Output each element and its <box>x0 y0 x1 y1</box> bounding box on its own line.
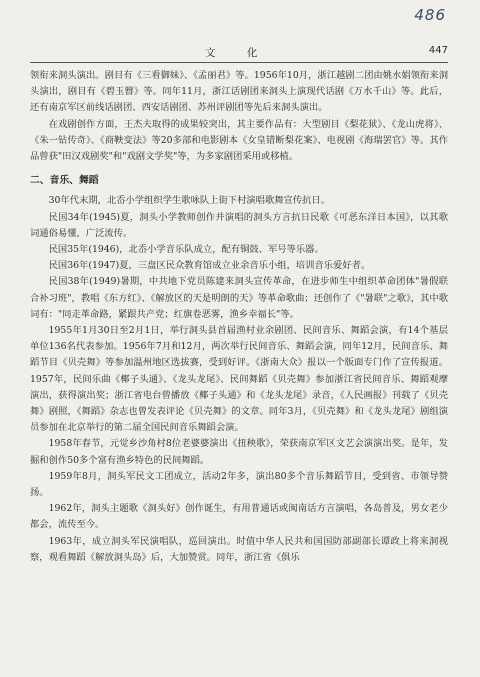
handwritten-page-note: 486 <box>414 6 446 24</box>
paragraph: 民国38年(1949)暑期，中共地下党员陈建来洞头宣传革命，在进步师生中组织革命团体"暑假联合补习班"，教唱《东方红》、《解放区的天是明朗的天》等革命歌曲；还创作了《"暑联"之歌》，其中歌词有："同走革命路，紧跟共产党；红旗卷恶雾，渔乡幸福长"等。 <box>30 276 448 320</box>
paragraph: 民国34年(1945)夏，洞头小学教师创作并演唱的洞头方言抗日民歌《可恶东洋日本国》，以其歌词通俗易懂，广泛流传。 <box>30 211 448 239</box>
paragraph: 领衔来洞头演出。剧目有《三看御妹》、《孟丽君》等。1956年10月，浙江越剧二团由姚水娟领衔来洞头演出，剧目有《碧玉簪》等。同年11月，浙江话剧团来洞头上演现代话剧《万水千山》等。此后，还有南京军区前线话剧团、西安话剧团、苏州评剧团等先后来洞头演出。 <box>30 70 448 114</box>
page-body <box>30 68 448 566</box>
paragraph: 30年代末期，北岙小学组织学生歌咏队上街下村演唱歌舞宣传抗日。 <box>48 195 331 207</box>
header-rule <box>30 62 448 63</box>
chapter-title: 文 化 <box>205 47 272 59</box>
paragraph: 1958年春节，元觉乡沙角村8位老婆婆演出《扭秧歌》，荣获南京军区文艺会演演出奖。是年，发掘和创作50多个富有渔乡特色的民间舞蹈。 <box>30 438 448 466</box>
paragraph: 1963年，成立洞头军民演唱队，巡回演出。时值中华人民共和国国防部副部长谭政上将来洞视察，观看舞蹈《解放洞头岛》后，大加赞赏。同年，浙江省《俱乐 <box>30 535 448 563</box>
paragraph: 1962年，洞头主题歌《洞头好》创作诞生，有用普通话或闽南话方言演唱，各岛普及，男女老少都会，流传至今。 <box>30 503 448 531</box>
paragraph: 1959年8月，洞头军民文工团成立，活动2年多，演出80多个音乐舞蹈节目，受到省、市领导赞扬。 <box>30 470 448 499</box>
running-header <box>30 45 448 59</box>
paragraph: 民国36年(1947)夏，三盘区民众教育馆成立业余音乐小组，培训音乐爱好者。 <box>48 260 371 272</box>
page-number: 447 <box>428 45 448 56</box>
section-heading: 二、音乐、舞蹈 <box>30 175 99 187</box>
paragraph: 民国35年(1946)，北岙小学音乐队成立，配有铜鼓、军号等乐器。 <box>48 244 324 256</box>
paragraph: 1955年1月30日至2月1日，举行洞头县首届渔村业余剧团、民间音乐、舞蹈会演，有14个基层单位136名代表参加。1956年7月和12月，两次举行民间音乐、舞蹈会演，同年12月，民间音乐、舞蹈节目《贝壳舞》等参加温州地区选拔赛，受到好评。《浙南大众》报以一个版面专门作了宣传报道。1957年，民间乐曲《椰子头通》、《龙头龙尾》、民间舞蹈《贝壳舞》参加浙江省民间音乐、舞蹈观摩演出，获得演出奖；浙江省电台曾播放《椰子头通》和《龙头龙尾》录音，《人民画报》刊载了《贝壳舞》剧照，《舞蹈》杂志也曾发表评论《贝壳舞》的文章。同年3月，《贝壳舞》和《龙头龙尾》剧组演员参加在北京举行的第二届全国民间音乐舞蹈会演。 <box>30 325 448 434</box>
paragraph: 在戏剧创作方面，王杰夫取得的成果较突出，其主要作品有：大型剧目《梨花狱》、《龙山虎将》、《朱一钻传奇》、《商鞅变法》等20多部和电影剧本《女皇错断梨花案》、电视剧《海瑞罢官》等。其作品曾获"田汉戏剧奖"和"戏剧文学奖"等，为多家剧团采用或移植。 <box>30 118 448 163</box>
